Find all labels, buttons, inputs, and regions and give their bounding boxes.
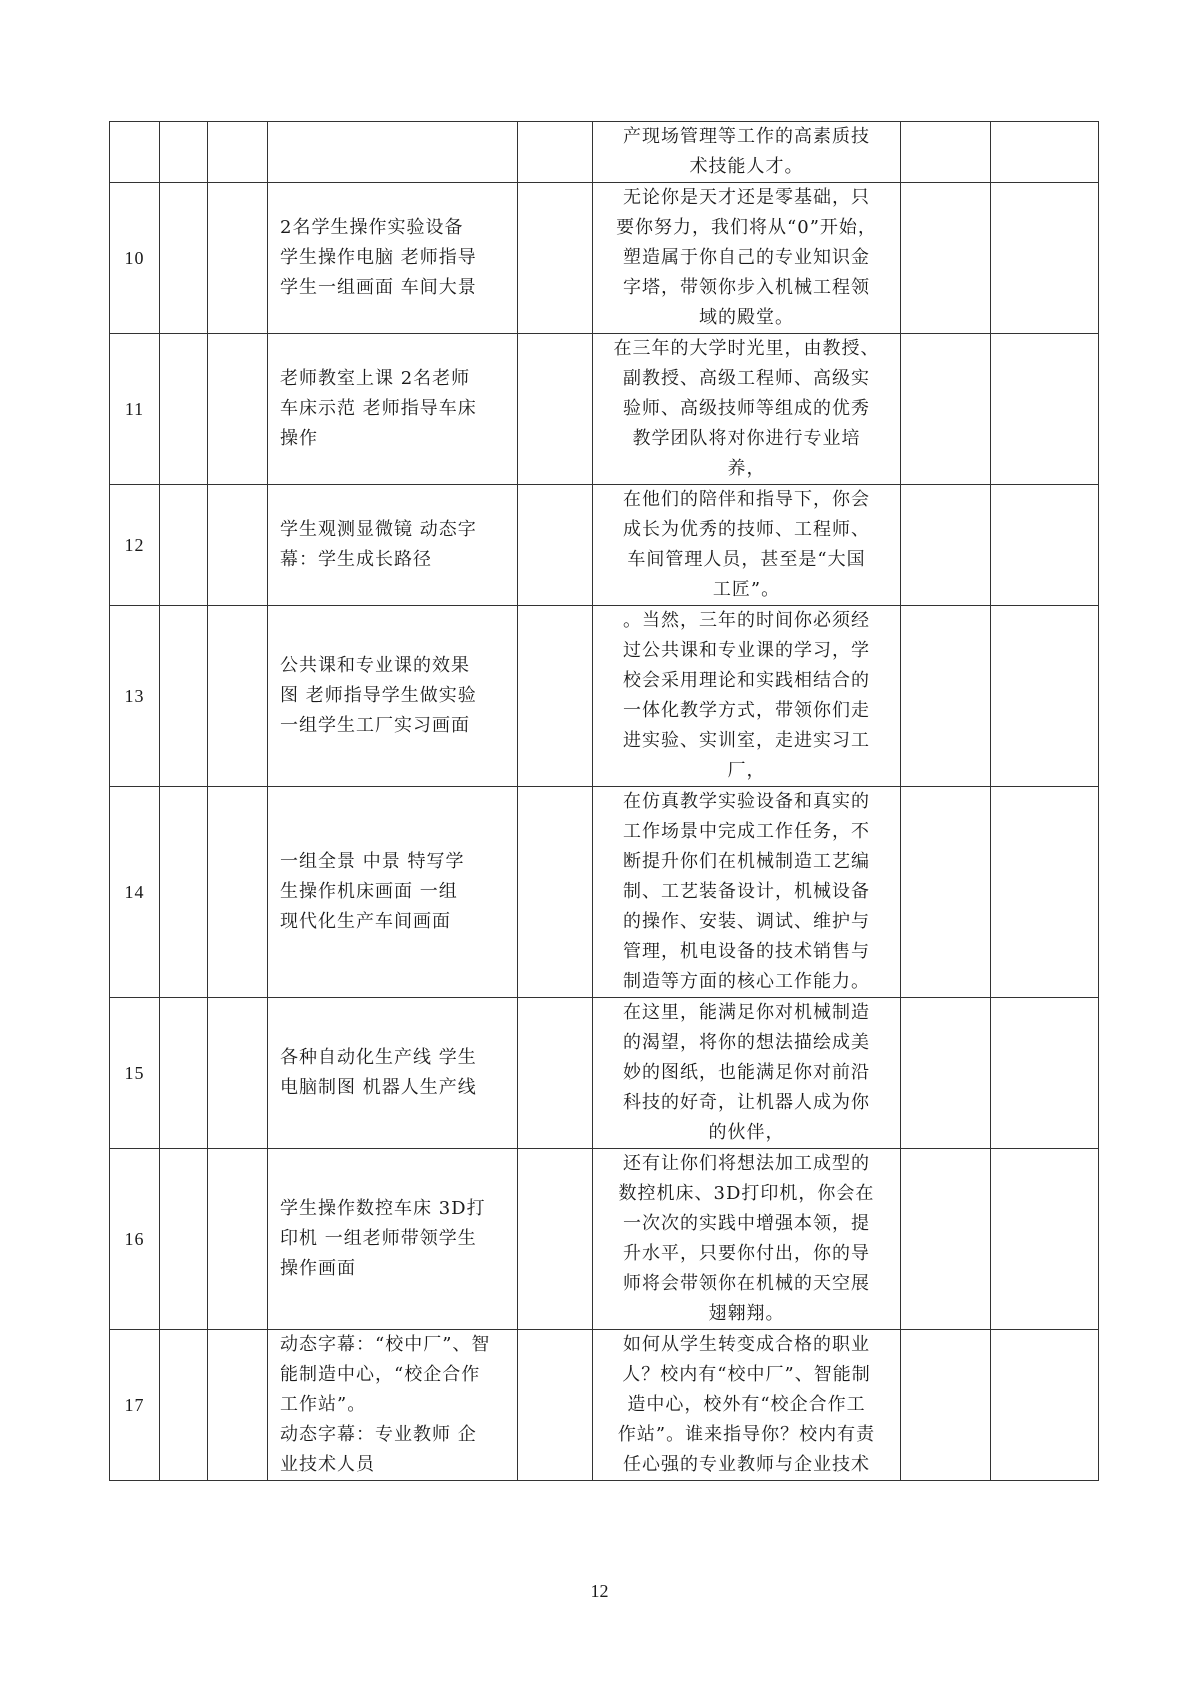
narration-cell [593, 998, 901, 1149]
empty-cell [208, 485, 268, 606]
table-row [110, 334, 1099, 485]
empty-cell [901, 485, 991, 606]
shot-description-cell [268, 485, 518, 606]
empty-cell [991, 787, 1099, 998]
empty-cell [518, 1149, 593, 1330]
shot-description-cell [268, 787, 518, 998]
empty-cell [991, 183, 1099, 334]
shot-number-text: 12 [124, 535, 145, 555]
empty-cell [901, 1330, 991, 1481]
empty-cell [991, 1149, 1099, 1330]
shot-number-text: 16 [124, 1229, 145, 1249]
empty-cell [208, 183, 268, 334]
empty-cell [518, 122, 593, 183]
empty-cell [160, 1149, 208, 1330]
empty-cell [160, 787, 208, 998]
narration-text: 无论你是天才还是零基础，只 要你努力，我们将从“0”开始， 塑造属于你自己的专业知识金 字塔，带领你步入机械工程领 域的殿堂。 [616, 187, 877, 328]
empty-cell [991, 334, 1099, 485]
shot-description-cell [268, 334, 518, 485]
shot-number-text: 13 [124, 686, 145, 706]
narration-cell [593, 787, 901, 998]
shot-number-cell [110, 485, 160, 606]
shot-description-text: 公共课和专业课的效果 图 老师指导学生做实验 一组学生工厂实习画面 [280, 655, 477, 736]
empty-cell [208, 1330, 268, 1481]
shot-description-cell [268, 606, 518, 787]
shot-script-table [109, 121, 1099, 1481]
empty-cell [901, 606, 991, 787]
empty-cell [518, 787, 593, 998]
empty-cell [208, 787, 268, 998]
shot-number-cell [110, 787, 160, 998]
empty-cell [160, 183, 208, 334]
empty-cell [991, 485, 1099, 606]
shot-description-text: 动态字幕：“校中厂”、智 能制造中心，“校企合作 工作站”。 动态字幕：专业教师 企 业技术人员 [280, 1334, 491, 1475]
table-row [110, 485, 1099, 606]
shot-description-text: 一组全景 中景 特写学 生操作机床画面 一组 现代化生产车间画面 [280, 851, 465, 932]
empty-cell [160, 122, 208, 183]
empty-cell [901, 998, 991, 1149]
empty-cell [991, 606, 1099, 787]
narration-cell [593, 183, 901, 334]
empty-cell [160, 1330, 208, 1481]
shot-number-cell [110, 122, 160, 183]
empty-cell [518, 998, 593, 1149]
table-row [110, 787, 1099, 998]
shot-number-text: 11 [124, 399, 145, 419]
empty-cell [518, 334, 593, 485]
narration-cell [593, 1330, 901, 1481]
empty-cell [208, 334, 268, 485]
narration-text: 在仿真教学实验设备和真实的 工作场景中完成工作任务，不 断提升你们在机械制造工艺编 制、工艺装备设计，机械设备 的操作、安装、调试、维护与 管理，机电设备的技术销售与 制造等方面的核心工作能力。 [623, 791, 870, 992]
shot-number-cell [110, 998, 160, 1149]
shot-description-text: 各种自动化生产线 学生 电脑制图 机器人生产线 [280, 1047, 477, 1098]
narration-text: 如何从学生转变成合格的职业 人？校内有“校中厂”、智能制 造中心，校外有“校企合作工 作站”。谁来指导你？校内有责 任心强的专业教师与企业技术 [617, 1334, 876, 1475]
empty-cell [208, 1149, 268, 1330]
shot-number-cell [110, 606, 160, 787]
table-row [110, 606, 1099, 787]
table-row [110, 1149, 1099, 1330]
shot-number-cell [110, 183, 160, 334]
empty-cell [160, 606, 208, 787]
empty-cell [901, 334, 991, 485]
empty-cell [160, 485, 208, 606]
narration-cell [593, 606, 901, 787]
narration-cell [593, 485, 901, 606]
narration-text: 产现场管理等工作的高素质技 术技能人才。 [623, 126, 870, 177]
page-number: 12 [590, 1581, 609, 1601]
empty-cell [160, 998, 208, 1149]
shot-description-text: 学生观测显微镜 动态字 幕：学生成长路径 [280, 519, 477, 570]
empty-cell [208, 998, 268, 1149]
narration-text: 在他们的陪伴和指导下，你会 成长为优秀的技师、工程师、 车间管理人员，甚至是“大国 工匠”。 [623, 489, 870, 600]
empty-cell [518, 606, 593, 787]
shot-number-text: 17 [124, 1395, 145, 1415]
empty-cell [901, 122, 991, 183]
table-row [110, 122, 1099, 183]
table-row [110, 1330, 1099, 1481]
shot-description-text: 学生操作数控车床 3D打 印机 一组老师带领学生 操作画面 [280, 1198, 486, 1279]
shot-number-cell [110, 1330, 160, 1481]
shot-number-cell [110, 334, 160, 485]
empty-cell [991, 1330, 1099, 1481]
table-row [110, 998, 1099, 1149]
narration-text: 在三年的大学时光里，由教授、 副教授、高级工程师、高级实 验师、高级技师等组成的优秀 教学团队将对你进行专业培 养， [613, 338, 880, 479]
table-body [110, 122, 1099, 1481]
empty-cell [518, 485, 593, 606]
narration-text: 在这里，能满足你对机械制造 的渴望，将你的想法描绘成美 妙的图纸，也能满足你对前沿 科技的好奇，让机器人成为你 的伙伴， [623, 1002, 870, 1143]
shot-description-text: 老师教室上课 2名老师 车床示范 老师指导车床 操作 [280, 368, 477, 449]
narration-cell [593, 334, 901, 485]
empty-cell [991, 122, 1099, 183]
narration-cell [593, 122, 901, 183]
empty-cell [901, 1149, 991, 1330]
shot-number-text: 15 [124, 1063, 145, 1083]
empty-cell [518, 183, 593, 334]
shot-description-cell [268, 1149, 518, 1330]
empty-cell [901, 183, 991, 334]
empty-cell [208, 122, 268, 183]
shot-description-cell [268, 998, 518, 1149]
narration-text: 。当然，三年的时间你必须经 过公共课和专业课的学习，学 校会采用理论和实践相结合的 一体化教学方式，带领你们走 进实验、实训室，走进实习工 厂， [623, 610, 870, 781]
shot-number-text: 14 [124, 882, 145, 902]
shot-description-cell [268, 1330, 518, 1481]
shot-number-text: 10 [124, 248, 145, 268]
table-row [110, 183, 1099, 334]
shot-description-text: 2名学生操作实验设备 学生操作电脑 老师指导 学生一组画面 车间大景 [280, 217, 477, 298]
shot-description-cell [268, 183, 518, 334]
empty-cell [901, 787, 991, 998]
shot-description-cell [268, 122, 518, 183]
shot-number-cell [110, 1149, 160, 1330]
empty-cell [160, 334, 208, 485]
narration-text: 还有让你们将想法加工成型的 数控机床、3D打印机，你会在 一次次的实践中增强本领，提 升水平，只要你付出，你的导 师将会带领你在机械的天空展 翅翱翔。 [618, 1153, 875, 1324]
empty-cell [518, 1330, 593, 1481]
empty-cell [208, 606, 268, 787]
empty-cell [991, 998, 1099, 1149]
narration-cell [593, 1149, 901, 1330]
